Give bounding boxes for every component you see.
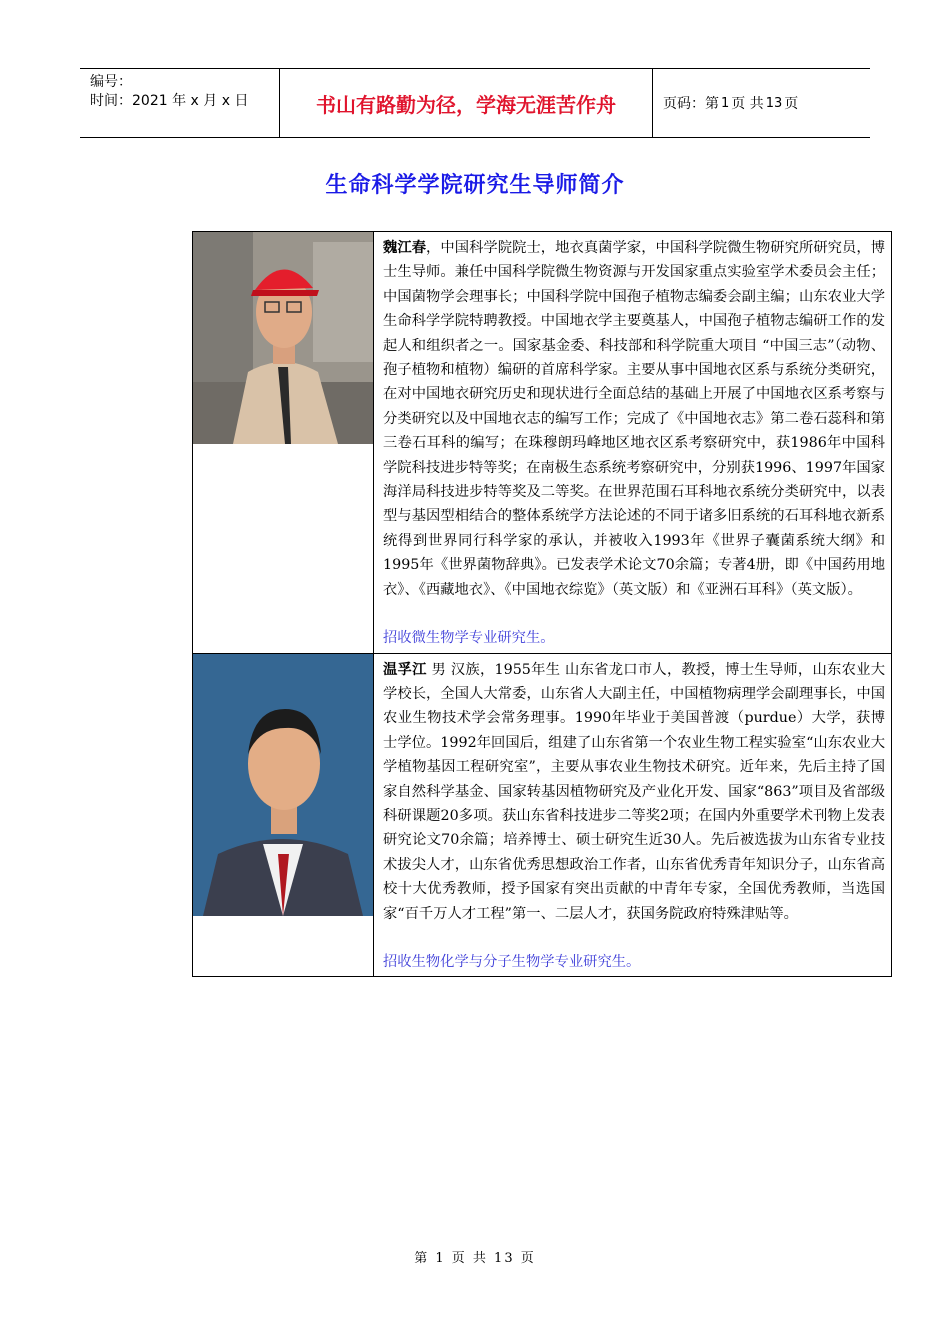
profile-bio: ，中国科学院院士，地衣真菌学家，中国科学院微生物研究所研究员，博士生导师。兼任中国科学院微生物资源与开发国家重点实验室学术委员会主任；中国菌物学会理事长；中国科学院中国孢子植物志编委会副主编；山东农业大学生命科学学院特聘教授。中国地衣学主要奠基人，中国孢子植物志编研工作的发起人和组织者之一。国家基金委、科技部和科学院重大项目 “中国三志”（动物、孢子植物和植物）编研的首席科学家。主要从事中国地衣区系与系统分类研究，在对中国地衣研究历史和现状进行全面总结的基础上开展了中国地衣区系考察与分类研究以及中国地衣志的编写工作；完成了《中国地衣志》第二卷石蕊科和第三卷石耳科的编写；在珠穆朗玛峰地区地衣区系考察研究中，获1986年中国科学院科技进步特等奖；在南极生态系统考察研究中，分别获1996、1997年国家海洋局科技进步特等奖及二等奖。在世界范围石耳科地衣系统分类研究中，以表型与基因型相结合的整体系统学方法论述的不同于诸多旧系统的石耳科地衣新系统得到世界同行科学家的承认，并被收入1993年《世界子囊菌系统大纲》和1995年《世界菌物辞典》。已发表学术论文70余篇；专著4册，即《中国药用地衣》、《西藏地衣》、《中国地衣综览》（英文版）和《亚洲石耳科》（英文版）。 xyxy=(383,240,886,598)
profile-recruit: 招收微生物学专业研究生。 xyxy=(383,630,555,647)
time-label: 时间：2021 年 x 月 x 日 xyxy=(90,93,249,109)
portrait-photo-1 xyxy=(193,232,373,444)
profile-bio: 男 汉族，1955年生 山东省龙口市人，教授，博士生导师，山东农业大学校长，全国人大常委，山东省人大副主任，中国植物病理学会副理事长，中国农业生物技术学会常务理事。1990年毕业于美国普渡（purdue）大学，获博士学位。1992年回国后，组建了山东省第一个农业生物工程实验室“山东农业大学植物基因工程研究室”，主要从事农业生物技术研究。近年来，先后主持了国家自然科学基金、国家转基因植物研究及产业化开发、国家“863”项目及省部级科研课题20多项。获山东省科技进步二等奖2项；在国内外重要学术刊物上发表研究论文70余篇；培养博士、硕士研究生近30人。先后被选拔为山东省专业技术拔尖人才，山东省优秀思想政治工作者，山东省优秀青年知识分子，山东省高校十大优秀教师，授予国家有突出贡献的中青年专家，全国优秀教师，当选国家“百千万人才工程”第一、二层人才，获国务院政府特殊津贴等。 xyxy=(383,661,886,922)
profile-text xyxy=(374,654,891,977)
motto: 书山有路勤为径，学海无涯苦作舟 xyxy=(316,92,616,117)
document-title: 生命科学学院研究生导师简介 xyxy=(325,173,625,198)
page-current: 1 xyxy=(721,95,730,111)
profile-name: 魏江春 xyxy=(383,240,427,256)
header-meta xyxy=(80,69,280,137)
profile-text xyxy=(374,232,891,653)
page-header xyxy=(80,68,870,138)
portrait-photo-2 xyxy=(193,654,373,916)
photo-cell xyxy=(193,654,374,977)
profile-name: 温孚江 xyxy=(383,661,427,678)
profile-row xyxy=(193,232,891,653)
page-mid: 页 共 xyxy=(731,96,764,112)
page-suffix: 页 xyxy=(784,96,799,112)
serial-label: 编号： xyxy=(90,74,132,90)
profile-recruit: 招收生物化学与分子生物学专业研究生。 xyxy=(383,953,641,970)
photo-cell xyxy=(193,232,374,653)
page-indicator xyxy=(653,69,870,137)
page-footer: 第 1 页 共 13 页 xyxy=(414,1251,536,1266)
page-total: 13 xyxy=(765,95,783,111)
header-motto-cell xyxy=(280,69,653,137)
profile-row xyxy=(193,653,891,977)
profiles-table xyxy=(192,231,892,977)
page-prefix: 页码：第 xyxy=(663,96,719,112)
